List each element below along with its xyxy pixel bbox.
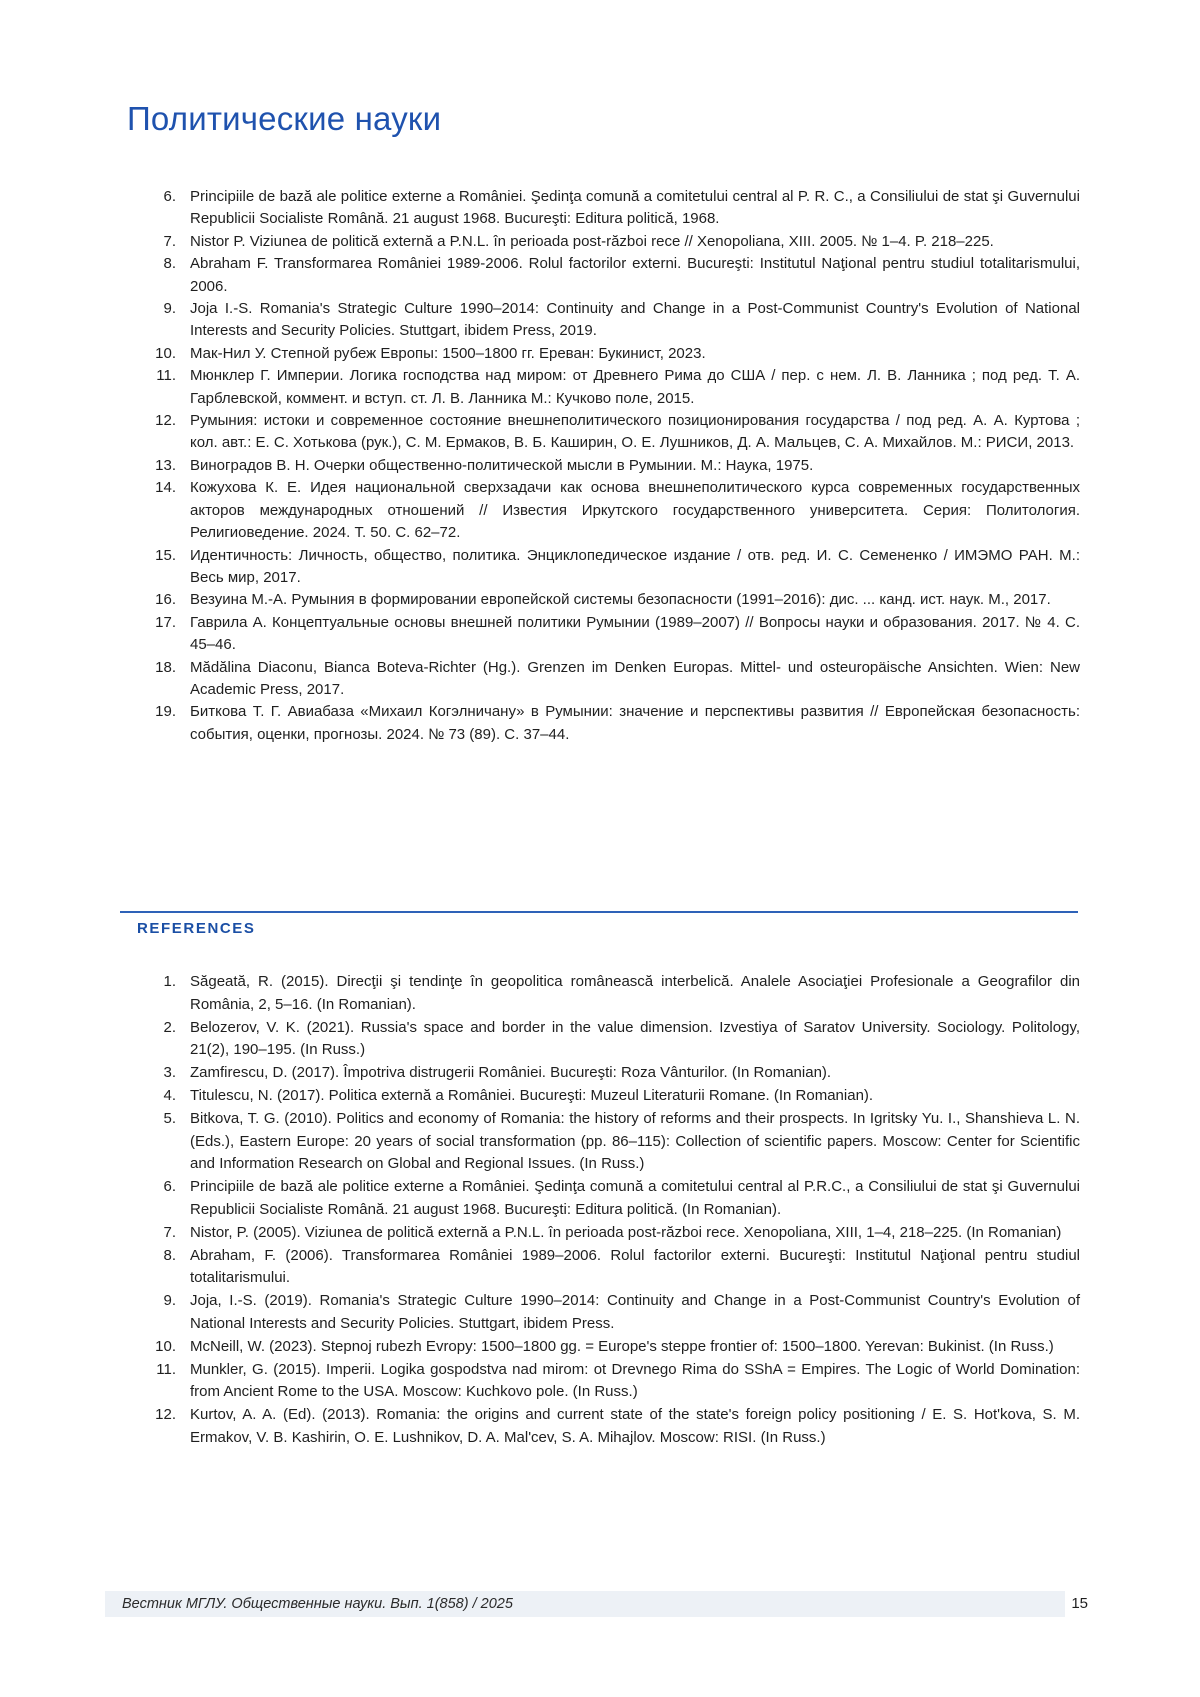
reference-number: 14. xyxy=(155,479,176,497)
reference-number: 4. xyxy=(163,1086,176,1104)
reference-item xyxy=(128,253,1080,298)
reference-number: 6. xyxy=(163,1178,176,1196)
reference-text: Bitkova, T. G. (2010). Politics and economy of Romania: the history of reforms and their prospects. In Igritsky Yu. I., Shanshieva L. N. (Eds.), Eastern Europe: 20 years of social transformation (pp. 86–115): Collection of scientific papers. Moscow: Center for Scientific and Information Research on Global and Regional Issues. (In Russ.) xyxy=(190,1109,1080,1173)
reference-number: 11. xyxy=(156,1360,176,1378)
reference-item xyxy=(128,410,1080,455)
reference-item xyxy=(128,186,1080,231)
reference-text: Виноградов В. Н. Очерки общественно-политической мысли в Румынии. М.: Наука, 1975. xyxy=(190,456,814,474)
reference-number: 12. xyxy=(155,1406,176,1424)
reference-item xyxy=(128,1245,1080,1291)
footer-journal-info: Вестник МГЛУ. Общественные науки. Вып. 1(858) / 2025 xyxy=(122,1596,513,1612)
reference-number: 3. xyxy=(163,1064,176,1082)
references-heading: REFERENCES xyxy=(137,920,256,937)
reference-number: 15. xyxy=(155,546,176,564)
reference-item xyxy=(128,545,1080,590)
reference-number: 1. xyxy=(163,973,176,990)
reference-number: 5. xyxy=(163,1109,176,1127)
reference-number: 2. xyxy=(163,1018,176,1036)
reference-number: 16. xyxy=(155,591,176,609)
reference-item xyxy=(128,589,1080,611)
reference-text: Abraham F. Transformarea României 1989-2006. Rolul factorilor externi. Bucureşti: Institutul Naţional pentru studiul totalitarismului, 2006. xyxy=(190,255,1080,295)
reference-text: Titulescu, N. (2017). Politica externă a României. Bucureşti: Muzeul Literaturii Romane. (In Romanian). xyxy=(190,1086,874,1104)
reference-item xyxy=(128,477,1080,544)
reference-text: McNeill, W. (2023). Stepnoj rubezh Evropy: 1500–1800 gg. = Europe's steppe frontier of: 1500–1800. Yerevan: Bukinist. (In Russ.) xyxy=(190,1337,1054,1355)
footer-bar xyxy=(105,1591,1065,1617)
reference-text: Мюнклер Г. Империи. Логика господства над миром: от Древнего Рима до США / пер. с нем. Л. В. Ланника ; под ред. Т. А. Гарблевской, коммент. и вступ. ст. Л. В. Ланника М.: Кучково поле, 2015. xyxy=(190,367,1080,407)
section-divider xyxy=(120,911,1078,913)
reference-number: 9. xyxy=(163,1292,176,1310)
reference-number: 7. xyxy=(163,1223,176,1241)
reference-text: Joja I.-S. Romania's Strategic Culture 1990–2014: Continuity and Change in a Post-Communist Country's Evolution of National Interests and Security Policies. Stuttgart, ibidem Press, 2019. xyxy=(190,300,1080,340)
reference-text: Belozerov, V. K. (2021). Russia's space and border in the value dimension. Izvestiya of Saratov University. Sociology. Politology, 21(2), 190–195. (In Russ.) xyxy=(190,1018,1080,1059)
reference-number: 13. xyxy=(155,456,176,474)
reference-text: Săgeată, R. (2015). Direcţii şi tendinţe în geopolitica românească interbelică. Analele Asociaţiei Profesionale a Geografilor din România, 2, 5–16. (In Romanian). xyxy=(190,973,1080,1013)
reference-item xyxy=(128,1404,1080,1450)
reference-item xyxy=(128,343,1080,365)
reference-item xyxy=(128,701,1080,746)
reference-text: Kurtov, A. A. (Ed). (2013). Romania: the origins and current state of the state's foreign policy positioning / E. S. Hot'kova, S. M. Ermakov, V. B. Kashirin, O. E. Lushnikov, D. A. Mal'cev, S. A. Mihajlov. Moscow: RISI. (In Russ.) xyxy=(190,1406,1080,1446)
reference-text: Мак-Нил У. Степной рубеж Европы: 1500–1800 гг. Ереван: Букинист, 2023. xyxy=(190,344,706,362)
reference-number: 19. xyxy=(155,703,176,721)
reference-text: Principiile de bază ale politice externe a României. Şedinţa comună a comitetului central al P. R. C., a Consiliului de stat şi Guvernului Republicii Socialiste Română. 21 august 1968. Bucureşti: Editura politică, 1968. xyxy=(190,188,1080,228)
reference-number: 8. xyxy=(163,255,176,273)
reference-text: Кожухова К. Е. Идея национальной сверхзадачи как основа внешнеполитического курса современных государственных акторов международных отношений // Известия Иркутского государственного университета. Серия: Политология. Религиоведение. 2024. Т. 50. С. 62–72. xyxy=(190,479,1080,542)
reference-item xyxy=(128,1336,1080,1359)
reference-number: 7. xyxy=(163,232,176,250)
reference-text: Abraham, F. (2006). Transformarea României 1989–2006. Rolul factorilor externi. Bucureşti: Institutul Naţional pentru studiul totalitarismului. xyxy=(190,1246,1080,1287)
reference-text: Principiile de bază ale politice externe a României. Şedinţa comună a comitetului central al P.R.C., a Consiliului de stat şi Guvernului Republicii Socialiste Română. 21 august 1968. Bucureşti: Editura politică. (In Romanian). xyxy=(190,1178,1080,1218)
reference-number: 17. xyxy=(155,613,176,631)
reference-item xyxy=(128,455,1080,477)
reference-item xyxy=(128,1085,1080,1108)
reference-item xyxy=(128,1290,1080,1336)
reference-number: 6. xyxy=(163,188,176,205)
page-number: 15 xyxy=(1071,1595,1088,1612)
reference-text: Zamfirescu, D. (2017). Împotriva distrugerii României. Bucureşti: Roza Vânturilor. (In Romanian). xyxy=(190,1064,832,1082)
reference-number: 9. xyxy=(163,300,176,318)
reference-text: Mădălina Diaconu, Bianca Boteva-Richter (Hg.). Grenzen im Denken Europas. Mittel- und osteuropäische Ansichten. Wien: New Academic Press, 2017. xyxy=(190,658,1080,698)
reference-number: 10. xyxy=(155,344,176,362)
reference-item xyxy=(128,365,1080,410)
reference-text: Биткова Т. Г. Авиабаза «Михаил Когэлничану» в Румынии: значение и перспективы развития // Европейская безопасность: события, оценки, прогнозы. 2024. № 73 (89). С. 37–44. xyxy=(190,703,1080,743)
reference-item xyxy=(128,657,1080,702)
reference-text: Везуина М.-А. Румыния в формировании европейской системы безопасности (1991–2016): дис. ... канд. ист. наук. М., 2017. xyxy=(190,591,1051,609)
reference-text: Joja, I.-S. (2019). Romania's Strategic Culture 1990–2014: Continuity and Change in a Post-Communist Country's Evolution of National Interests and Security Policies. Stuttgart, ibidem Press. xyxy=(190,1292,1080,1332)
reference-text: Munkler, G. (2015). Imperii. Logika gospodstva nad mirom: ot Drevnego Rima do SShA = Empires. The Logic of World Domination: from Ancient Rome to the USA. Moscow: Kuchkovo pole. (In Russ.) xyxy=(190,1360,1080,1401)
reference-text: Идентичность: Личность, общество, политика. Энциклопедическое издание / отв. ред. И. С. Семененко / ИМЭМО РАН. М.: Весь мир, 2017. xyxy=(190,546,1080,586)
reference-number: 18. xyxy=(155,658,176,676)
reference-text: Гаврила А. Концептуальные основы внешней политики Румынии (1989–2007) // Вопросы науки и образования. 2017. № 4. С. 45–46. xyxy=(190,613,1080,654)
reference-item xyxy=(128,612,1080,657)
reference-item xyxy=(128,1359,1080,1405)
reference-item xyxy=(128,298,1080,343)
reference-item xyxy=(128,231,1080,253)
reference-item xyxy=(128,1108,1080,1176)
reference-item xyxy=(128,1222,1080,1245)
reference-number: 10. xyxy=(155,1337,176,1355)
journal-section-title: Политические науки xyxy=(127,100,442,138)
reference-number: 12. xyxy=(155,412,176,430)
reference-item xyxy=(128,1176,1080,1222)
reference-item xyxy=(128,1062,1080,1085)
reference-item xyxy=(128,971,1080,1017)
reference-number: 8. xyxy=(163,1246,176,1264)
reference-text: Nistor, P. (2005). Viziunea de politică externă a P.N.L. în perioada post-război rece. Xenopoliana, XIII, 1–4, 218–225. (In Romanian) xyxy=(190,1223,1062,1241)
reference-number: 11. xyxy=(156,367,176,385)
bibliography-list-ru xyxy=(128,186,1080,746)
reference-text: Румыния: истоки и современное состояние внешнеполитического позиционирования государства / под ред. А. А. Куртова ; кол. авт.: Е. С. Хотькова (рук.), С. М. Ермаков, В. Б. Каширин, О. Е. Лушников, Д. А. Мальцев, С. А. Михайлов. М.: РИСИ, 2013. xyxy=(190,412,1080,452)
reference-text: Nistor P. Viziunea de politică externă a P.N.L. în perioada post-război rece // Xenopoliana, XIII. 2005. № 1–4. P. 218–225. xyxy=(190,232,994,250)
reference-item xyxy=(128,1017,1080,1063)
references-list-en xyxy=(128,971,1080,1450)
